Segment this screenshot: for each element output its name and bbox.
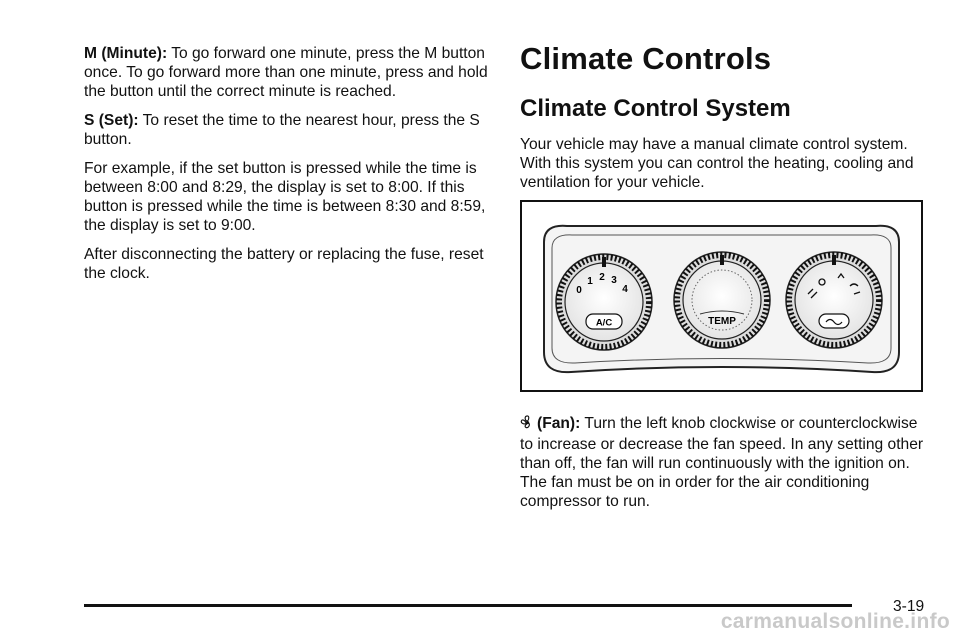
fan-text: Turn the left knob clockwise or counterclockwise to increase or decrease the fan speed. In any setting other than off, the fan will run continuously with the ignition on. The fan must be on in order for the air conditioning compressor to run. — [520, 415, 924, 510]
fan-paragraph — [520, 414, 930, 511]
fan-knob — [556, 254, 652, 350]
watermark: carmanualsonline.info — [720, 610, 950, 633]
fan-icon — [520, 415, 535, 435]
climate-control-illustration — [520, 200, 923, 392]
fan-term: (Fan): — [537, 415, 581, 432]
minute-text: To go forward one minute, press the M button once. To go forward more than one minute, press and hold the button until the correct minute is reached. — [84, 45, 488, 100]
intro-paragraph: Your vehicle may have a manual climate control system. With this system you can control the heating, cooling and ventilation for your vehicle. — [520, 136, 914, 191]
after-paragraph: After disconnecting the battery or replacing the fuse, reset the clock. — [84, 246, 484, 282]
fan-speed-0: 0 — [576, 285, 582, 296]
page-number: 3-19 — [893, 598, 925, 615]
footer-rule — [84, 604, 852, 607]
example-paragraph: For example, if the set button is pressed while the time is between 8:00 and 8:29, the display is set to 8:00. If this button is pressed while the time is between 8:30 and 8:59, the display is set to 9:00. — [84, 160, 486, 234]
fan-speed-1: 1 — [587, 276, 593, 287]
fan-speed-4: 4 — [622, 284, 628, 295]
mode-knob — [786, 252, 882, 348]
set-term: S (Set): — [84, 112, 139, 129]
right-column — [520, 40, 930, 510]
ac-label: A/C — [595, 317, 613, 329]
set-text: To reset the time to the nearest hour, press the S button. — [84, 112, 480, 148]
temp-label: TEMP — [708, 316, 736, 327]
subsection-title: Climate Control System — [520, 95, 791, 122]
fan-speed-3: 3 — [611, 275, 617, 286]
section-title: Climate Controls — [520, 41, 772, 76]
left-column — [84, 44, 496, 293]
temperature-knob — [674, 252, 770, 348]
minute-term: M (Minute): — [84, 45, 168, 62]
set-paragraph — [84, 111, 496, 149]
ac-button — [586, 314, 622, 329]
minute-paragraph — [84, 44, 496, 101]
fan-speed-2: 2 — [599, 272, 605, 283]
defrost-icon — [819, 314, 849, 328]
